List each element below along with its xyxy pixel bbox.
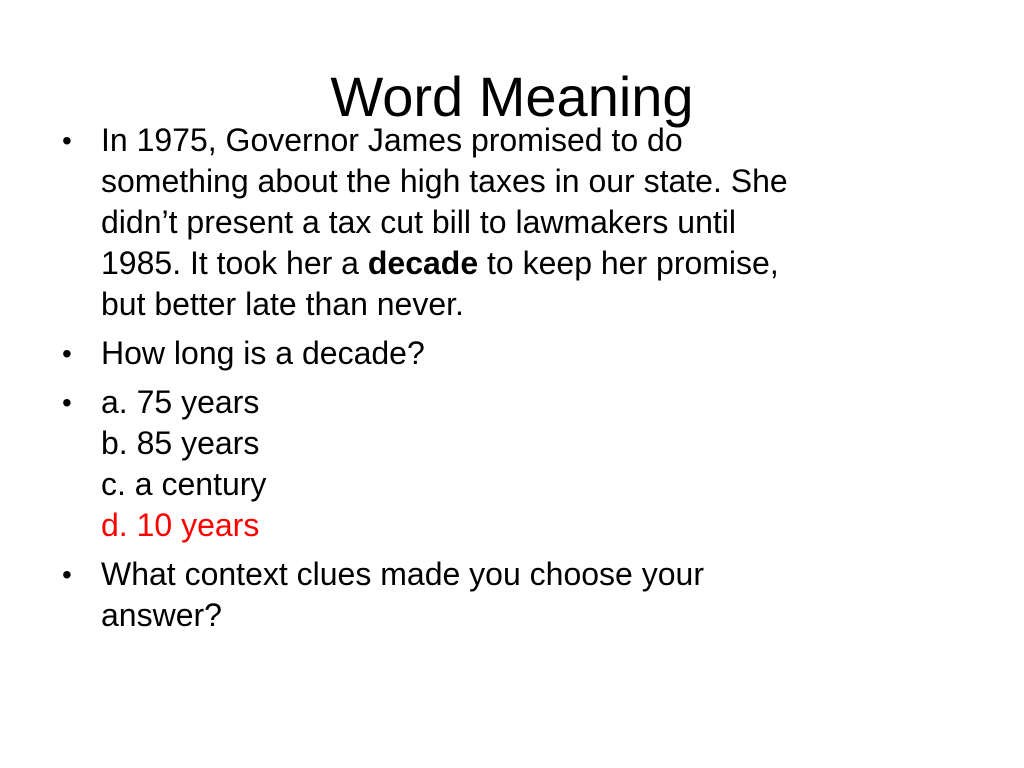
bullet-item-choices	[60, 382, 960, 546]
choice-c: c. a century	[101, 466, 267, 502]
bullet-item-question	[60, 333, 960, 374]
bullet-icon: •	[62, 387, 72, 418]
context-question-line-1: What context clues made you choose your	[101, 556, 704, 592]
context-question-text	[101, 554, 960, 636]
vocabulary-word: decade	[367, 245, 479, 281]
choice-d-correct-answer: d. 10 years	[101, 507, 260, 543]
passage-line-2: something about the high taxes in our state. She	[101, 163, 788, 199]
choice-b: b. 85 years	[101, 425, 260, 461]
bullet-icon: •	[62, 125, 72, 156]
passage-line-3: didn’t present a tax cut bill to lawmakers until	[101, 204, 736, 240]
passage-line-4	[101, 243, 960, 284]
bullet-item-context-question	[60, 554, 960, 636]
bullet-item-passage	[60, 120, 960, 325]
passage-text	[101, 120, 960, 325]
answer-choices	[101, 382, 960, 546]
bullet-icon: •	[62, 559, 72, 590]
passage-line-4-start: 1985. It took her a	[101, 245, 368, 281]
bullet-icon: •	[62, 338, 72, 369]
context-question-line-2: answer?	[101, 597, 222, 633]
passage-line-1: In 1975, Governor James promised to do	[101, 122, 683, 158]
bullet-list	[60, 120, 960, 644]
question-text: How long is a decade?	[101, 335, 425, 371]
slide-title: Word Meaning	[330, 65, 694, 128]
passage-line-5: but better late than never.	[101, 286, 464, 322]
passage-line-4-end: to keep her promise,	[478, 245, 779, 281]
choice-a: a. 75 years	[101, 384, 260, 420]
